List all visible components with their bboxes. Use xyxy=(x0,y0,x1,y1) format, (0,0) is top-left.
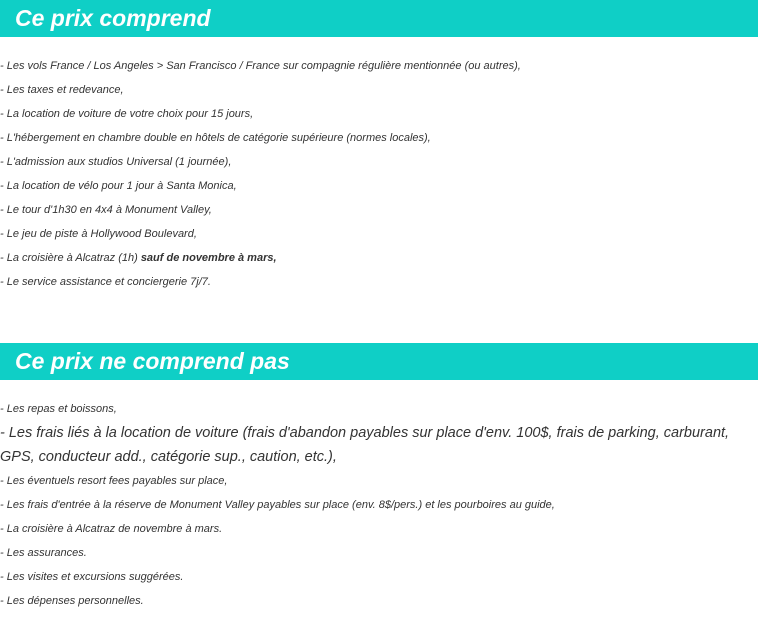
list-item: - Le jeu de piste à Hollywood Boulevard, xyxy=(0,228,197,240)
list-item: - La location de voiture de votre choix pour 15 jours, xyxy=(0,108,254,120)
list-item: - Les frais liés à la location de voiture (frais d'abandon payables sur place d'env. 100$, frais de parking, carburant, GPS, conducteur add., catégorie sup., caution, etc.), xyxy=(0,425,730,465)
list-item-alcatraz-cruise xyxy=(0,246,758,270)
alcatraz-cruise-exception: sauf de novembre à mars, xyxy=(140,252,277,264)
list-item: - Les repas et boissons, xyxy=(0,403,117,415)
list-item: - La location de vélo pour 1 jour à Santa Monica, xyxy=(0,180,237,192)
list-item: - L'hébergement en chambre double en hôtels de catégorie supérieure (normes locales), xyxy=(0,132,431,144)
list-item: - Les vols France / Los Angeles > San Francisco / France sur compagnie régulière mentionnée (ou autres), xyxy=(0,60,521,72)
list-item: - Le service assistance et conciergerie 7j/7. xyxy=(0,276,211,288)
list-item: - Les frais d'entrée à la réserve de Monument Valley payables sur place (env. 8$/pers.) et les pourboires au guide, xyxy=(0,499,555,511)
list-item: - Les taxes et redevance, xyxy=(0,84,124,96)
list-item: - Le tour d'1h30 en 4x4 à Monument Valley, xyxy=(0,204,212,216)
list-item: - Les éventuels resort fees payables sur place, xyxy=(0,475,228,487)
includes-section-title: Ce prix comprend xyxy=(15,5,211,31)
excludes-section-header xyxy=(0,343,758,380)
includes-section-header xyxy=(0,0,758,37)
list-item: - Les visites et excursions suggérées. xyxy=(0,571,184,583)
alcatraz-cruise-text: - La croisière à Alcatraz (1h) xyxy=(0,252,141,264)
list-item: - L'admission aux studios Universal (1 journée), xyxy=(0,156,232,168)
includes-list xyxy=(0,54,758,294)
list-item: - Les dépenses personnelles. xyxy=(0,595,144,607)
list-item: - Les assurances. xyxy=(0,547,87,559)
excludes-list xyxy=(0,397,758,613)
list-item: - La croisière à Alcatraz de novembre à mars. xyxy=(0,523,223,535)
excludes-section-title: Ce prix ne comprend pas xyxy=(15,348,290,374)
